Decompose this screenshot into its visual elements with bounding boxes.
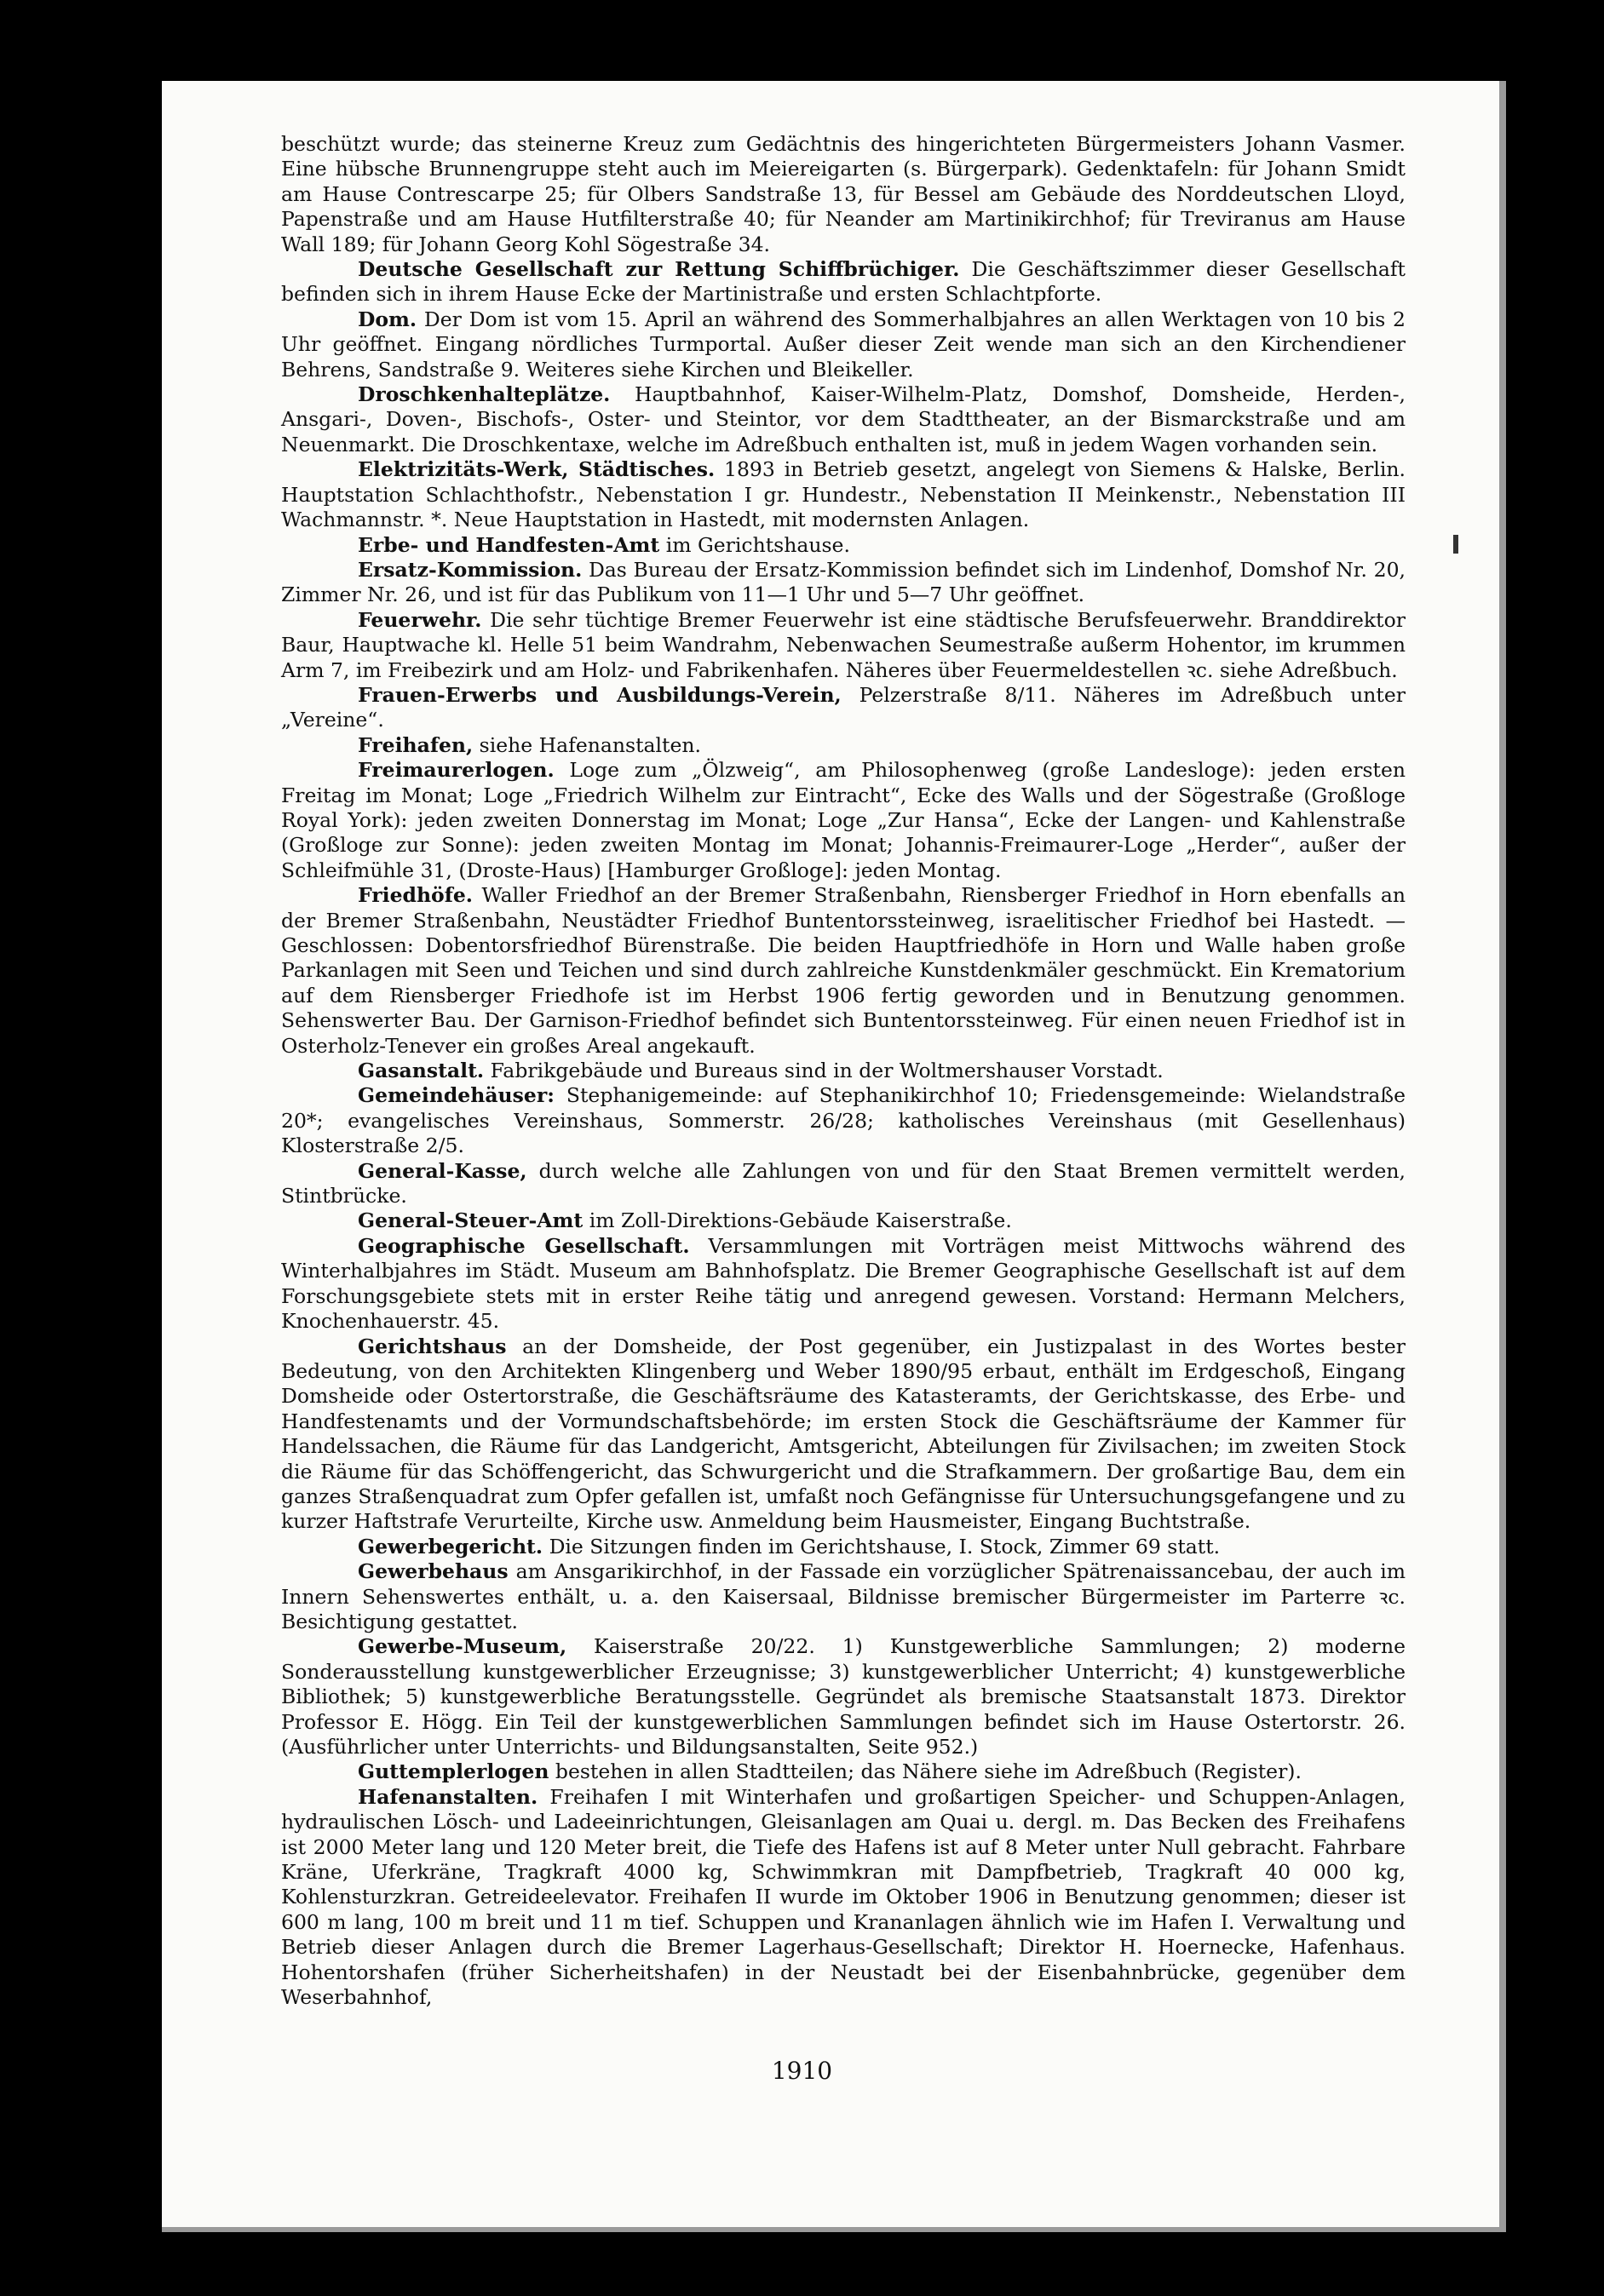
entry-body: Freihafen I mit Winterhafen und großartigen Speicher- und Schuppen-Anlagen, hydraulischen Lösch- und Ladeeinrichtungen, Gleisanlagen am Quai u. dergl. m. Das Becken des Freihafens ist 2000 Meter lang und 120 Meter breit, die Tiefe des Hafens ist auf 8 Meter unter Null gebracht. Fahrbare Kräne, Uferkräne, Tragkraft 4000 kg, Schwimmkran mit Dampfbetrieb, Tragkraft 40 000 kg, Kohlensturzkran. Getreideelevator. Freihafen II wurde im Oktober 1906 in Benutzung genommen; dieser ist 600 m lang, 100 m breit und 11 m tief. Schuppen und Krananlagen ähnlich wie im Hafen I. Verwaltung und Betrieb dieser Anlagen durch die Bremer Lagerhaus-Gesellschaft; Direktor H. Hoernecke, Hafenhaus. Hohentorshafen (früher Sicherheitshafen) in der Neustadt bei der Eisenbahnbrücke, gegenüber dem Weserbahnhof, bbox=[281, 1784, 1406, 2010]
entry bbox=[281, 257, 1406, 307]
entry bbox=[281, 132, 1406, 257]
entry-head: General-Steuer-Amt bbox=[358, 1208, 584, 1233]
entry bbox=[281, 608, 1406, 683]
entry bbox=[281, 1759, 1406, 1784]
entry-head: Dom. bbox=[358, 307, 417, 331]
entry-head: Feuerwehr. bbox=[358, 607, 482, 632]
page-number: 1910 bbox=[771, 2057, 833, 2085]
entry-body: Die sehr tüchtige Bremer Feuerwehr ist eine städtische Berufsfeuerwehr. Branddirektor Baur, Hauptwache kl. Helle 51 beim Wandrahm, Nebenwachen Seumestraße außerm Hohentor, im krummen Arm 7, im Freibezirk und am Holz- und Fabrikenhafen. Näheres über Feuermeldestellen ꝛc. siehe Adreßbuch. bbox=[281, 607, 1406, 682]
entry-head: Elektrizitäts-Werk, Städtisches. bbox=[358, 457, 716, 482]
entry-head: Freihafen, bbox=[358, 732, 474, 757]
entry-head: Friedhöfe. bbox=[358, 883, 473, 908]
entry-head: Deutsche Gesellschaft zur Rettung Schiffbrüchiger. bbox=[358, 257, 960, 282]
entry-head: Ersatz-Kommission. bbox=[358, 557, 583, 582]
page-shadow-right bbox=[1499, 81, 1506, 2227]
entry-head: Gerichtshaus bbox=[358, 1334, 507, 1358]
entry-head: General-Kasse, bbox=[358, 1158, 527, 1183]
entry-body: bestehen in allen Stadtteilen; das Nähere siehe im Adreßbuch (Register). bbox=[549, 1759, 1302, 1784]
entry bbox=[281, 382, 1406, 457]
entry bbox=[281, 1634, 1406, 1759]
entry bbox=[281, 1335, 1406, 1535]
entry-head: Hafenanstalten. bbox=[358, 1784, 538, 1809]
entry-head: Gasanstalt. bbox=[358, 1059, 485, 1083]
entry-body: Der Dom ist vom 15. April an während des Sommerhalbjahres an allen Werktagen von 10 bis 2 Uhr geöffnet. Eingang nördliches Turmportal. Außer dieser Zeit wende man sich an den Kirchendiener Behrens, Sandstraße 9. Weiteres siehe Kirchen und Bleikeller. bbox=[281, 307, 1406, 382]
entry-body: beschützt wurde; das steinerne Kreuz zum Gedächtnis des hingerichteten Bürgermeisters Johann Vasmer. Eine hübsche Brunnengruppe steht auch im Meiereigarten (s. Bürgerpark). Gedenktafeln: für Johann Smidt am Hause Contrescarpe 25; für Olbers Sandstraße 13, für Bessel am Gebäude des Norddeutschen Lloyd, Papenstraße und am Hause Hutfilterstraße 40; für Neander am Martinikirchhof; für Treviranus am Hause Wall 189; für Johann Georg Kohl Sögestraße 34. bbox=[281, 132, 1406, 256]
entry bbox=[281, 533, 1406, 558]
entry bbox=[281, 683, 1406, 733]
entry bbox=[281, 457, 1406, 532]
margin-mark bbox=[1453, 535, 1458, 554]
entry bbox=[281, 1785, 1406, 2011]
entry-body: Fabrikgebäude und Bureaus sind in der Woltmershauser Vorstadt. bbox=[484, 1059, 1164, 1083]
entry bbox=[281, 1208, 1406, 1233]
entry-head: Gewerbegericht. bbox=[358, 1534, 543, 1558]
entry bbox=[281, 1159, 1406, 1209]
entry-body: Hauptbahnhof, Kaiser-Wilhelm-Platz, Domshof, Domsheide, Herden-, Ansgari-, Doven-, Bischofs-, Oster- und Steintor, vor dem Stadttheater, an der Bismarckstraße und am Neuenmarkt. Die Droschkentaxe, welche im Adreßbuch enthalten ist, muß in jedem Wagen vorhanden sein. bbox=[281, 382, 1406, 456]
entry bbox=[281, 758, 1406, 883]
entry-head: Gemeindehäuser: bbox=[358, 1083, 555, 1108]
entry-body: Pelzerstraße 8/11. Näheres im Adreßbuch unter „Vereine“. bbox=[281, 682, 1406, 732]
entry-body: an der Domsheide, der Post gegenüber, ein Justizpalast in des Wortes bester Bedeutung, von den Architekten Klingenberg und Weber 1890/95 erbaut, enthält im Erdgeschoß, Eingang Domsheide oder Ostertorstraße, die Geschäftsräume des Katasteramts, der Gerichtskasse, des Erbe- und Handfestenamts und der Vormundschaftsbehörde; im ersten Stock die Geschäftsräume der Kammer für Handelssachen, die Räume für das Landgericht, Amtsgericht, Abteilungen für Zivilsachen; im zweiten Stock die Räume für das Schöffengericht, das Schwurgericht und die Strafkammern. Der großartige Bau, dem ein ganzes Straßenquadrat zum Opfer gefallen ist, umfaßt noch Gefängnisse für Untersuchungsgefangene und zu kurzer Haftstrafe Verurteilte, Kirche usw. Anmeldung beim Hausmeister, Eingang Buchtstraße. bbox=[281, 1334, 1406, 1534]
entry bbox=[281, 1234, 1406, 1335]
entry-head: Erbe- und Handfesten-Amt bbox=[358, 532, 660, 557]
entry-body: Stephanigemeinde: auf Stephanikirchhof 10; Friedensgemeinde: Wielandstraße 20*; evangelisches Vereinshaus, Sommerstr. 26/28; katholisches Vereinshaus (mit Gesellenhaus) Klosterstraße 2/5. bbox=[281, 1083, 1406, 1158]
entry-head: Guttemplerlogen bbox=[358, 1759, 549, 1784]
text-column bbox=[281, 132, 1406, 2010]
entry-body: am Ansgarikirchhof, in der Fassade ein vorzüglicher Spätrenaissancebau, der auch im Innern Sehenswertes enthält, u. a. den Kaisersaal, Bildnisse bremischer Bürgermeister im Parterre ꝛc. Besichtigung gestattet. bbox=[281, 1559, 1406, 1633]
entry bbox=[281, 733, 1406, 758]
entry bbox=[281, 1083, 1406, 1158]
entry-head: Geographische Gesellschaft. bbox=[358, 1233, 690, 1258]
entry-body: siehe Hafenanstalten. bbox=[473, 732, 702, 757]
entry bbox=[281, 1535, 1406, 1559]
entry-body: im Zoll-Direktions-Gebäude Kaiserstraße. bbox=[583, 1208, 1012, 1233]
entry-body: Waller Friedhof an der Bremer Straßenbahn, Riensberger Friedhof in Horn ebenfalls an der Bremer Straßenbahn, Neustädter Friedhof Buntentorssteinweg, israelitischer Friedhof bei Hastedt. — Geschlossen: Dobentorsfriedhof Bürenstraße. Die beiden Hauptfriedhöfe in Horn und Walle haben große Parkanlagen mit Seen und Teichen und sind durch zahlreiche Kunstdenkmäler geschmückt. Ein Krematorium auf dem Riensberger Friedhofe ist im Herbst 1906 fertig geworden und in Benutzung genommen. Sehenswerter Bau. Der Garnison-Friedhof befindet sich Buntentorssteinweg. Für einen neuen Friedhof ist in Osterholz-Tenever ein großes Areal angekauft. bbox=[281, 883, 1406, 1058]
entry-body: 1893 in Betrieb gesetzt, angelegt von Siemens & Halske, Berlin. Hauptstation Schlachthofstr., Nebenstation I gr. Hundestr., Nebenstation II Meinkenstr., Nebenstation III Wachmannstr. *. Neue Hauptstation in Hastedt, mit modernsten Anlagen. bbox=[281, 457, 1406, 532]
entry bbox=[281, 883, 1406, 1059]
entry-head: Gewerbe-Museum, bbox=[358, 1634, 567, 1659]
entry-body: durch welche alle Zahlungen von und für den Staat Bremen vermittelt werden, Stintbrücke. bbox=[281, 1158, 1406, 1208]
entry-body: Versammlungen mit Vorträgen meist Mittwochs während des Winterhalbjahres im Städt. Museum am Bahnhofsplatz. Die Bremer Geographische Gesellschaft ist auf dem Forschungsgebiete stets mit in erster Reihe tätig und anregend gewesen. Vorstand: Hermann Melchers, Knochenhauerstr. 45. bbox=[281, 1233, 1406, 1334]
entry bbox=[281, 1059, 1406, 1083]
entry-body: Die Geschäftszimmer dieser Gesellschaft befinden sich in ihrem Hause Ecke der Martinistraße und ersten Schlachtpforte. bbox=[281, 257, 1406, 307]
entry-body: Das Bureau der Ersatz-Kommission befindet sich im Lindenhof, Domshof Nr. 20, Zimmer Nr. 26, und ist für das Publikum von 11—1 Uhr und 5—7 Uhr geöffnet. bbox=[281, 557, 1406, 607]
entry-body: Die Sitzungen finden im Gerichtshause, I. Stock, Zimmer 69 statt. bbox=[543, 1534, 1221, 1558]
page-shadow-bottom bbox=[162, 2227, 1506, 2232]
entry-head: Gewerbehaus bbox=[358, 1559, 509, 1584]
entry bbox=[281, 558, 1406, 608]
entry-head: Droschkenhalteplätze. bbox=[358, 382, 611, 407]
entry bbox=[281, 307, 1406, 382]
entry bbox=[281, 1559, 1406, 1634]
entry-head: Frauen-Erwerbs und Ausbildungs-Verein, bbox=[358, 682, 842, 707]
entry-head: Freimaurerlogen. bbox=[358, 758, 555, 783]
entry-body: im Gerichtshause. bbox=[659, 532, 850, 557]
entry-body: Loge zum „Ölzweig“, am Philosophenweg (große Landesloge): jeden ersten Freitag im Monat; Loge „Friedrich Wilhelm zur Eintracht“, Ecke des Walls und der Sögestraße (Großloge Royal York): jeden zweiten Donnerstag im Monat; Loge „Zur Hansa“, Ecke der Langen- und Kahlenstraße (Großloge zur Sonne): jeden zweiten Montag im Monat; Johannis-Freimaurer-Loge „Herder“, außer der Schleifmühle 31, (Droste-Haus) [Hamburger Großloge]: jeden Montag. bbox=[281, 758, 1406, 882]
entry-body: Kaiserstraße 20/22. 1) Kunstgewerbliche Sammlungen; 2) moderne Sonderausstellung kunstgewerblicher Erzeugnisse; 3) kunstgewerblicher Unterricht; 4) kunstgewerbliche Bibliothek; 5) kunstgewerbliche Beratungsstelle. Gegründet als bremische Staatsanstalt 1873. Direktor Professor E. Högg. Ein Teil der kunstgewerblichen Sammlungen befindet sich im Hause Ostertorstr. 26. (Ausführlicher unter Unterrichts- und Bildungsanstalten, Seite 952.) bbox=[281, 1634, 1406, 1759]
